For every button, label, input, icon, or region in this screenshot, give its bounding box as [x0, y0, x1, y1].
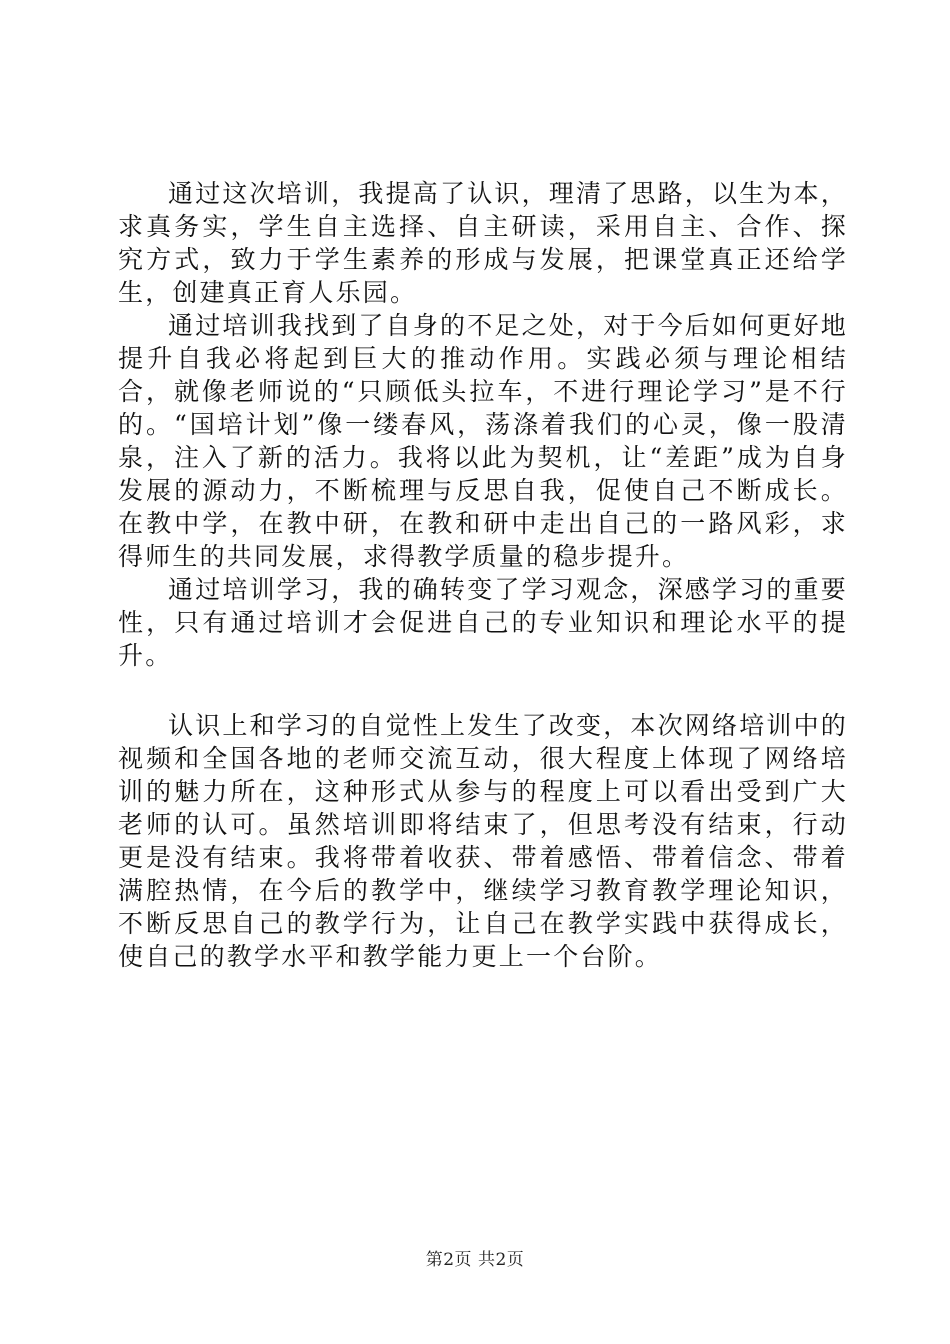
- paragraph-spacer: [118, 672, 848, 709]
- paragraph-2: 通过培训我找到了自身的不足之处，对于今后如何更好地提升自我必将起到巨大的推动作用。实践必须与理论相结合，就像老师说的“只顾低头拉车，不进行理论学习”是不行的。“国培计划”像一缕春风，荡涤着我们的心灵，像一股清泉，注入了新的活力。我将以此为契机，让“差距”成为自身发展的源动力，不断梳理与反思自我，促使自己不断成长。在教中学，在教中研，在教和研中走出自己的一路风彩，求得师生的共同发展，求得教学质量的稳步提升。: [118, 311, 849, 571]
- paragraph-1: 通过这次培训，我提高了认识，理清了思路，以生为本，求真务实，学生自主选择、自主研读，采用自主、合作、探究方式，致力于学生素养的形成与发展，把课堂真正还给学生，创建真正育人乐园。: [118, 179, 849, 307]
- document-body: [118, 177, 848, 973]
- paragraph-4: 认识上和学习的自觉性上发生了改变，本次网络培训中的视频和全国各地的老师交流互动，很大程度上体现了网络培训的魅力所在，这种形式从参与的程度上可以看出受到广大老师的认可。虽然培训即将结束了，但思考没有结束，行动更是没有结束。我将带着收获、带着感悟、带着信念、带着满腔热情，在今后的教学中，继续学习教育教学理论知识，不断反思自己的教学行为，让自己在教学实践中获得成长，使自己的教学水平和教学能力更上一个台阶。: [118, 711, 849, 971]
- page-number-footer: 第2页 共2页: [425, 1250, 525, 1270]
- paragraph-3: 通过培训学习，我的确转变了学习观念，深感学习的重要性，只有通过培训才会促进自己的专业知识和理论水平的提升。: [118, 575, 849, 670]
